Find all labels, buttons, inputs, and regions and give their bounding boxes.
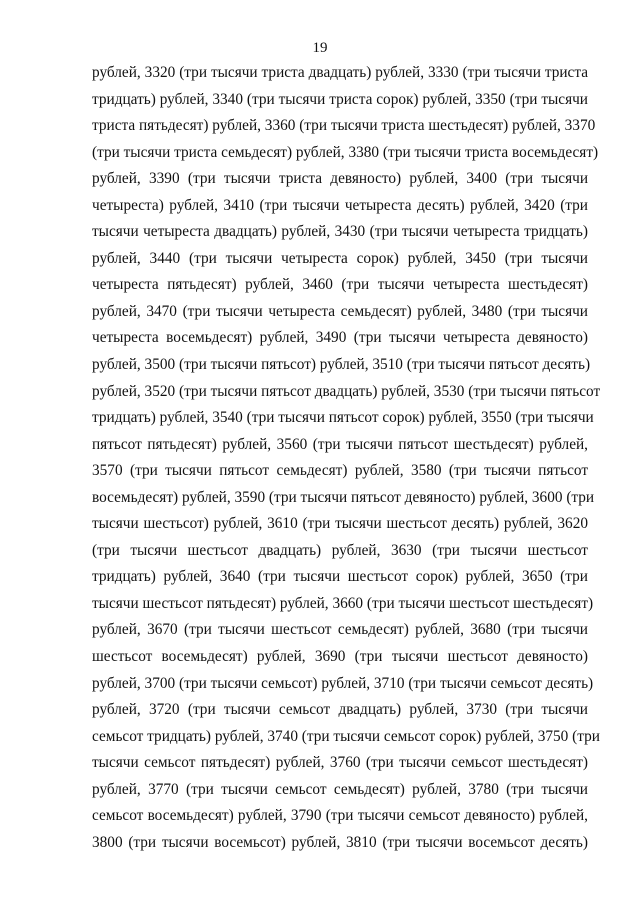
text-line: тысячи семьсот пятьдесят) рублей, 3760 (три тысячи семьсот шестьдесят) — [92, 754, 588, 772]
text-line: (три тысячи шестьсот двадцать) рублей, 3630 (три тысячи шестьсот — [92, 541, 588, 559]
text-line: тысячи четыреста двадцать) рублей, 3430 (три тысячи четыреста тридцать) — [92, 223, 588, 241]
text-line: триста пятьдесят) рублей, 3360 (три тысячи триста шестьдесят) рублей, 3370 — [92, 117, 596, 135]
text-line: тысячи шестьсот) рублей, 3610 (три тысячи шестьсот десять) рублей, 3620 — [92, 515, 588, 533]
text-line: (три тысячи триста семьдесят) рублей, 3380 (три тысячи триста восемьдесят) — [92, 143, 599, 161]
text-line: семьсот восемьдесят) рублей, 3790 (три тысячи семьсот девяносто) рублей, — [92, 807, 588, 825]
page-number: 19 — [312, 40, 328, 56]
text-line: тридцать) рублей, 3640 (три тысячи шестьсот сорок) рублей, 3650 (три — [92, 568, 588, 586]
text-line: четыреста восемьдесят) рублей, 3490 (три тысячи четыреста девяносто) — [92, 329, 588, 347]
text-line: восемьдесят) рублей, 3590 (три тысячи пятьсот девяносто) рублей, 3600 (три — [92, 488, 595, 506]
text-line: пятьсот пятьдесят) рублей, 3560 (три тысячи пятьсот шестьдесят) рублей, — [92, 435, 588, 453]
text-line: тридцать) рублей, 3540 (три тысячи пятьсот сорок) рублей, 3550 (три тысячи — [92, 409, 594, 427]
text-line: рублей, 3440 (три тысячи четыреста сорок) рублей, 3450 (три тысячи — [92, 249, 588, 267]
text-line: рублей, 3700 (три тысячи семьсот) рублей, 3710 (три тысячи семьсот десять) — [92, 674, 594, 692]
text-line: рублей, 3770 (три тысячи семьсот семьдесят) рублей, 3780 (три тысячи — [92, 780, 588, 798]
text-line: рублей, 3390 (три тысячи триста девяносто) рублей, 3400 (три тысячи — [92, 170, 588, 188]
document-body — [92, 60, 601, 856]
text-line: семьсот тридцать) рублей, 3740 (три тысячи семьсот сорок) рублей, 3750 (три — [92, 727, 600, 745]
text-line: тысячи шестьсот пятьдесят) рублей, 3660 (три тысячи шестьсот шестьдесят) — [92, 594, 594, 612]
text-line: четыреста пятьдесят) рублей, 3460 (три тысячи четыреста шестьдесят) — [92, 276, 588, 294]
text-line: рублей, 3670 (три тысячи шестьсот семьдесят) рублей, 3680 (три тысячи — [92, 621, 588, 639]
text-line: рублей, 3500 (три тысячи пятьсот) рублей, 3510 (три тысячи пятьсот десять) — [92, 356, 591, 374]
text-line: рублей, 3470 (три тысячи четыреста семьдесят) рублей, 3480 (три тысячи — [92, 302, 588, 320]
text-line: тридцать) рублей, 3340 (три тысячи триста сорок) рублей, 3350 (три тысячи — [92, 90, 588, 108]
text-line: рублей, 3720 (три тысячи семьсот двадцать) рублей, 3730 (три тысячи — [92, 701, 588, 719]
text-line: рублей, 3320 (три тысячи триста двадцать) рублей, 3330 (три тысячи триста — [92, 64, 588, 81]
text-line: шестьсот восемьдесят) рублей, 3690 (три тысячи шестьсот девяносто) — [92, 648, 588, 666]
text-line: 3570 (три тысячи пятьсот семьдесят) рублей, 3580 (три тысячи пятьсот — [92, 462, 588, 480]
text-line: четыреста) рублей, 3410 (три тысячи четыреста десять) рублей, 3420 (три — [92, 196, 588, 214]
text-line: 3800 (три тысячи восемьсот) рублей, 3810 (три тысячи восемьсот десять) — [92, 833, 588, 851]
text-line: рублей, 3520 (три тысячи пятьсот двадцать) рублей, 3530 (три тысячи пятьсот — [92, 382, 601, 400]
